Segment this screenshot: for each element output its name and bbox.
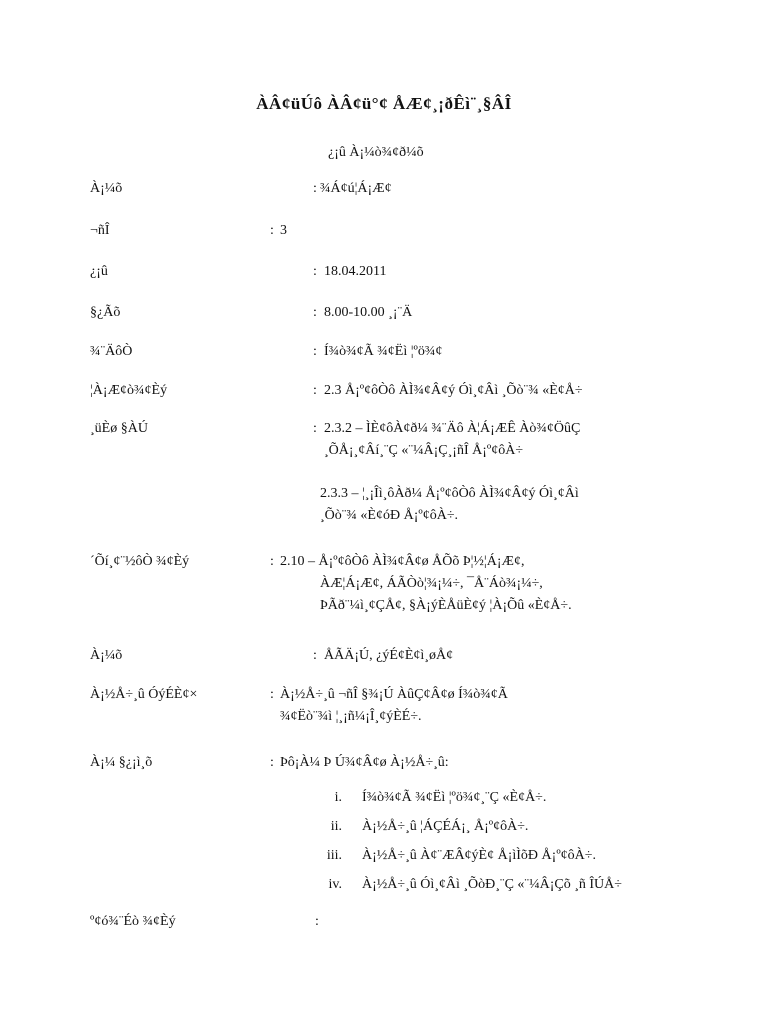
page-subtitle: ¿¡û À¡¼ò¾¢ð¼õ (328, 145, 424, 160)
field-value: 8.00-10.00 ¸¡¨Ä (324, 305, 413, 320)
field-value: 2.3 Å¡º¢ôÒô ÀÌ¾¢Â¢ý Óì¸¢Âì ¸Õò¨¾ «È¢Å÷ (324, 383, 583, 398)
page-title: ÀÂ¢üÚô ÀÂ¢ü°¢ ÅÆ¢¸¡ðÊì¨¸§ÂÎ (256, 94, 512, 113)
colon: : (313, 383, 317, 398)
field-value: 3 (280, 223, 287, 238)
field-value: 2.3.2 – ÌÈ¢ôÀ¢ð¼ ¾¨Äô À¦Á¡ÆÊ Àò¾¢ÖûÇ ¸ÕÅ¡¸¢Âí¸¨Ç «¨¼Â¡Ç¸¡ñÎ Å¡º¢ôÀ÷ (324, 421, 581, 458)
colon: : (313, 344, 317, 359)
colon: : (270, 687, 274, 702)
field-label: §¿Ãõ (90, 305, 121, 320)
colon: : (270, 554, 274, 569)
document-page: ÀÂ¢üÚô ÀÂ¢ü°¢ ÅÆ¢¸¡ðÊì¨¸§ÂÎ ¿¡û À¡¼ò¾¢ð¼õ À¡¼õ : ¾Á¢ú¦Á¡Æ¢ ¬ñÎ : 3 ¿¡û : 18.04.2011 §¿Ãõ : 8.00-10.00 ¸¡¨Ä ¾¨ÄôÒ : Í¾ò¾¢Ã ¾¢Ëì ¦ºö¾¢ ¦À¡Æ¢ò¾¢Èý : 2.3 Å¡º¢ôÒô ÀÌ¾¢Â¢ý Óì¸¢Âì ¸Õò¨¾ «È¢Å÷ ¸üÈø §ÀÚ : 2.3.2 – ÌÈ¢ôÀ¢ð¼ ¾¨Äô À¦Á¡ÆÊ Àò¾¢ÖûÇ ¸ÕÅ¡¸¢Âí¸¨Ç «¨¼Â¡Ç¸¡ñÎ Å¡º¢ôÀ÷ 2.3.3 – ¦¸¡Îì¸ôÀð¼ Å¡º¢ôÒô ÀÌ¾¢Â¢ý Óì¸¢Âì ¸Õò¨¾ «È¢óÐ Å¡º¢ôÀ÷. ´Õí¸¢¨½ôÒ ¾¢Èý : 2.10 – Å¡º¢ôÒô ÀÌ¾¢Â¢ø ÅÕõ Þ¦½¦Á¡Æ¢, ÀÆ¦Á¡Æ¢, ÁÃÒò¦¾¡¼÷, ¯Å¨Áò¾¡¼÷, ÞÃð¨¼ì¸¢ÇÅ¢, §À¡ýÈÅüÈ¢ý ¦À¡Õû «È¢Å÷. À¡¼õ : ÅÃÄ¡Ú, ¿ýÉ¢È¢ì¸øÅ¢ À¡½Å÷¸û ÓýÉÈ¢× : À¡½Å÷¸û ¬ñÎ §¾¡Ú ÀûÇ¢Â¢ø Í¾ò¾¢Ã ¾¢Ëò¨¾ì ¦¸¡ñ¼¡Î¸¢ýÈÉ÷. À¡¼ §¿¡ì¸õ : Þô¡À¼ Þ Ú¾¢Â¢ø À¡½Å÷¸û: i. Í¾ò¾¢Ã ¾¢Ëì ¦ºö¾¢¸¨Ç «È¢Å÷. ii. À¡½Å÷¸û ¦ÁÇÉÁ¡¸ Å¡º¢ôÀ÷. iii. À¡½Å÷¸û À¢¨ÆÂ¢ýÈ¢ Å¡ìÌõÐ Å¡º¢ôÀ÷. iv. À¡½Å÷¸û Óì¸¢Âì ¸ÕòÐ¸¨Ç «¨¼Â¡Çõ ¸ñ ÎÚÅ÷ º¢ó¾¨Éò ¾¢Èý : (0, 0, 768, 1024)
field-label: À¡¼õ (90, 648, 123, 663)
field-value: ¾Á¢ú¦Á¡Æ¢ (320, 181, 392, 196)
field-value: ÅÃÄ¡Ú, ¿ýÉ¢È¢ì¸øÅ¢ (324, 648, 454, 663)
colon: : (270, 755, 274, 770)
field-label: º¢ó¾¨Éò ¾¢Èý (90, 914, 176, 929)
field-label: À¡½Å÷¸û ÓýÉÈ¢× (90, 687, 198, 702)
field-label: ¸üÈø §ÀÚ (90, 421, 148, 436)
colon: : (315, 914, 319, 929)
colon: : (313, 648, 317, 663)
colon: : (313, 305, 317, 320)
field-label: ¬ñÎ (90, 223, 110, 238)
field-value: 2.10 – Å¡º¢ôÒô ÀÌ¾¢Â¢ø ÅÕõ Þ¦½¦Á¡Æ¢, ÀÆ¦Á¡Æ¢, ÁÃÒò¦¾¡¼÷, ¯Å¨Áò¾¡¼÷, ÞÃð¨¼ì¸¢ÇÅ¢, §À¡ýÈÅüÈ¢ý ¦À¡Õû «È¢Å÷. (280, 554, 572, 613)
field-value: À¡½Å÷¸û ¬ñÎ §¾¡Ú ÀûÇ¢Â¢ø Í¾ò¾¢Ã ¾¢Ëò¨¾ì ¦¸¡ñ¼¡Î¸¢ýÈÉ÷. (280, 687, 508, 724)
field-label: ¾¨ÄôÒ (90, 344, 133, 359)
colon: : (313, 421, 317, 436)
field-label: À¡¼õ (90, 181, 123, 196)
field-value: Þô¡À¼ Þ Ú¾¢Â¢ø À¡½Å÷¸û: (280, 755, 449, 770)
field-label: ´Õí¸¢¨½ôÒ ¾¢Èý (90, 554, 190, 569)
colon: : (313, 181, 317, 196)
field-value: 2.3.3 – ¦¸¡Îì¸ôÀð¼ Å¡º¢ôÒô ÀÌ¾¢Â¢ý Óì¸¢Âì ¸Õò¨¾ «È¢óÐ Å¡º¢ôÀ÷. (320, 486, 579, 523)
field-label: À¡¼ §¿¡ì¸õ (90, 755, 153, 770)
field-label: ¿¡û (90, 264, 108, 279)
field-value: 18.04.2011 (324, 264, 387, 279)
field-label: ¦À¡Æ¢ò¾¢Èý (90, 383, 168, 398)
colon: : (313, 264, 317, 279)
field-value: Í¾ò¾¢Ã ¾¢Ëì ¦ºö¾¢ (324, 344, 443, 359)
colon: : (270, 223, 274, 238)
